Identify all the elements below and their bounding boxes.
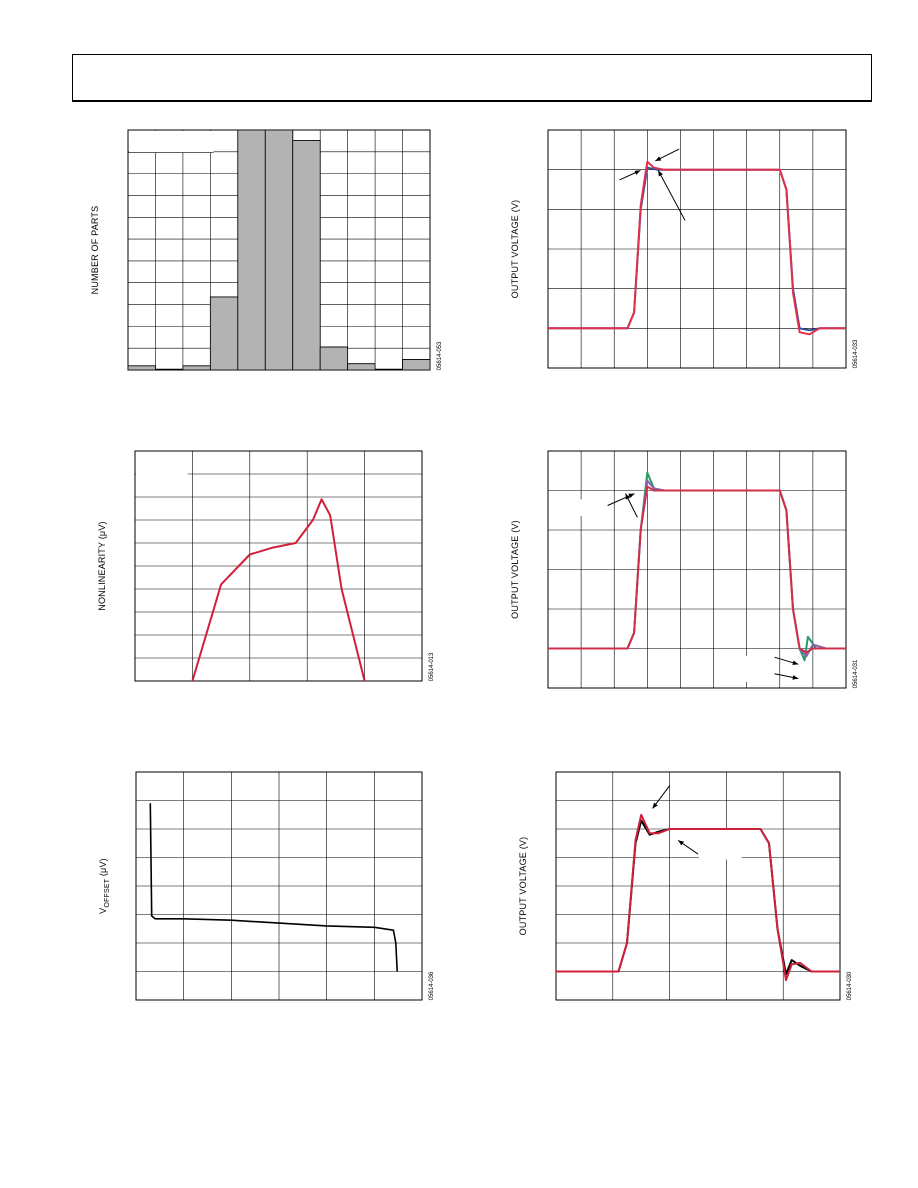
nonlinearity-chart (90, 440, 460, 700)
step-response-chart-2 (500, 440, 880, 710)
label-area-0 (136, 452, 188, 475)
bar-fill-6 (293, 140, 320, 370)
y-axis-label: NUMBER OF PARTS (90, 205, 100, 295)
step-response-chart-1 (500, 120, 880, 390)
bar-fill-0 (128, 366, 155, 370)
bar-fill-2 (183, 366, 210, 370)
page-header-box (72, 54, 872, 102)
y-axis-label: OUTPUT VOLTAGE (V) (510, 520, 520, 619)
label-area-0 (129, 131, 214, 153)
histogram-chart (80, 120, 460, 390)
step-response-chart-3 (500, 760, 880, 1030)
y-axis-label-unit: (μV) (98, 858, 108, 879)
figure-code: 05614-030 (847, 971, 853, 1001)
bar-fill-5 (265, 130, 292, 370)
bar-fill-3 (210, 297, 237, 370)
label-area-0 (564, 499, 609, 516)
bar-fill-8 (348, 364, 375, 370)
y-axis-label (98, 858, 111, 914)
y-axis-label: OUTPUT VOLTAGE (V) (518, 836, 528, 936)
y-axis-label-sub: OFFSET (104, 878, 111, 908)
bar-fill-7 (320, 347, 347, 370)
y-axis-label-main: V (98, 907, 108, 914)
figure-code: 05614-036 (429, 971, 435, 1001)
figure-code: 05614-013 (429, 652, 435, 682)
figure-code: 05614-053 (437, 341, 443, 371)
figure-code: 05614-033 (853, 339, 859, 369)
voffset-chart (90, 760, 460, 1030)
bar-fill-10 (403, 360, 430, 370)
bar-fill-4 (238, 130, 265, 370)
label-area-1 (728, 656, 773, 682)
y-axis-label: OUTPUT VOLTAGE (V) (510, 199, 520, 299)
label-area-0 (699, 830, 742, 860)
figure-code: 05614-031 (853, 659, 859, 689)
y-axis-label: NONLINEARITY (μV) (97, 521, 107, 611)
